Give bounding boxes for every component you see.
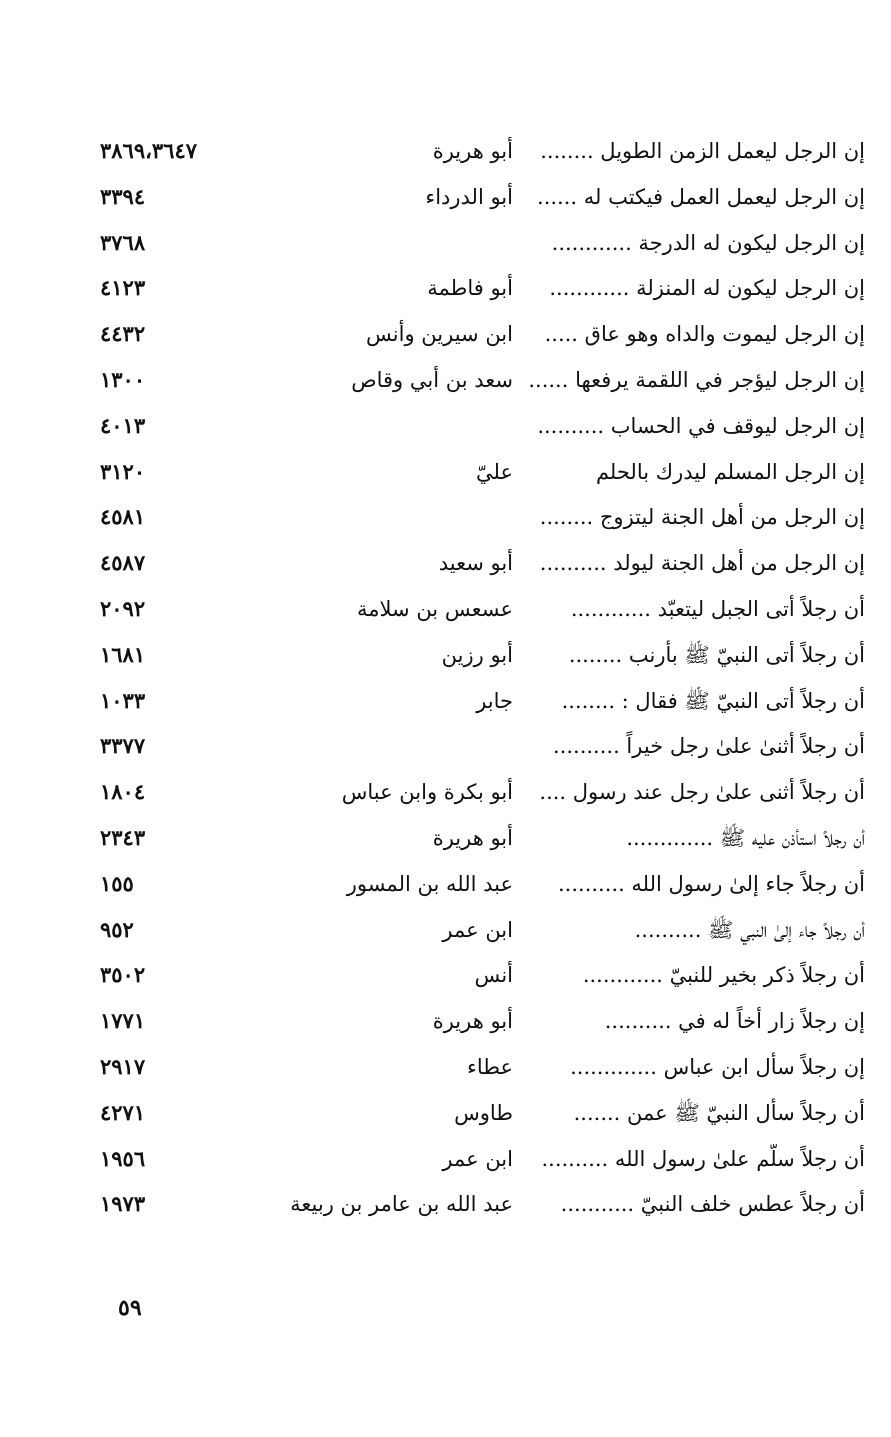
hadith-text: أن رجلاً أتى الجبل ليتعبّد ............	[570, 596, 865, 621]
narrator-name: ابن عمر	[442, 1146, 513, 1171]
hadith-number: ٣١٢٠	[100, 458, 146, 484]
hadith-text: أن رجلاً سأل النبيّ ﷺ عمن .......	[573, 1100, 865, 1125]
hadith-text: إن الرجل من أهل الجنة ليولد ..........	[539, 551, 865, 576]
hadith-number: ٢٣٤٣	[100, 824, 146, 850]
hadith-number: ٤١٢٣	[100, 275, 146, 301]
hadith-number: ٣٧٦٨	[100, 229, 146, 255]
narrator-name: عسعس بن سلامة	[357, 596, 513, 621]
hadith-text: أن رجلاً ذكر بخير للنبيّ ............	[582, 963, 865, 988]
index-row	[0, 1181, 891, 1227]
index-row	[0, 128, 891, 174]
hadith-number: ٤٠١٣	[100, 412, 146, 438]
index-row	[0, 1090, 891, 1136]
hadith-number: ٣٣٩٤	[100, 183, 146, 209]
index-row	[0, 311, 891, 357]
narrator-name: أنس	[474, 963, 513, 988]
hadith-text: أن رجلاً أتى النبيّ ﷺ بأرنب ........	[568, 642, 865, 667]
index-row	[0, 449, 891, 495]
hadith-number: ١٠٣٣	[100, 687, 146, 713]
hadith-number: ٣٥٠٢	[100, 962, 146, 988]
hadith-text: إن الرجل ليموت والداه وهو عاق .....	[544, 322, 865, 347]
index-row	[0, 174, 891, 220]
hadith-number: ٩٥٢	[100, 916, 134, 942]
narrator-name: ابن عمر	[442, 917, 513, 942]
index-row	[0, 678, 891, 724]
hadith-text: إن الرجل من أهل الجنة ليتزوج ........	[539, 505, 865, 530]
hadith-text: أن رجلاً سلّم علىٰ رسول الله ..........	[541, 1146, 865, 1171]
narrator-name: أبو هريرة	[432, 1009, 513, 1034]
index-row	[0, 723, 891, 769]
hadith-text: إن الرجل ليعمل الزمن الطويل ........	[540, 139, 865, 163]
hadith-text: إن الرجل المسلم ليدرك بالحلم	[595, 459, 865, 484]
hadith-number: ٤٥٨٧	[100, 550, 146, 576]
hadith-text: أن رجلاً أثنىٰ علىٰ رجل خيراً ..........	[553, 734, 865, 759]
index-row	[0, 769, 891, 815]
hadith-number: ١٣٠٠	[100, 366, 146, 392]
index-row	[0, 357, 891, 403]
hadith-text: إن الرجل ليكون له الدرجة ............	[551, 230, 865, 255]
hadith-number: ١٨٠٤	[100, 779, 146, 805]
narrator-name: أبو الدرداء	[425, 184, 513, 209]
index-row	[0, 220, 891, 266]
hadith-number: ٤٤٣٢	[100, 321, 146, 347]
index-row	[0, 403, 891, 449]
hadith-number: ٤٢٧١	[100, 1099, 146, 1125]
narrator-name: أبو هريرة	[432, 139, 513, 163]
index-row	[0, 998, 891, 1044]
index-row	[0, 540, 891, 586]
hadith-number: ٣٣٧٧	[100, 733, 146, 759]
narrator-name: ابن سيرين وأنس	[366, 322, 513, 347]
narrator-name: أبو فاطمة	[427, 276, 513, 301]
hadith-index-table	[0, 128, 891, 1227]
index-row	[0, 907, 891, 953]
hadith-text: أن رجلاً أثنى علىٰ رجل عند رسول ....	[539, 780, 865, 805]
index-row	[0, 952, 891, 998]
narrator-name: أبو هريرة	[432, 825, 513, 850]
hadith-text: أن رجلاً استأذن عليه ﷺ .............	[626, 825, 865, 850]
page-number: ٥٩	[118, 1295, 142, 1321]
narrator-name: جابر	[476, 688, 513, 713]
index-row	[0, 632, 891, 678]
hadith-number: ٣٨٦٩،٣٦٤٧	[100, 138, 198, 163]
narrator-name: طاوس	[454, 1100, 513, 1125]
hadith-number: ٤٥٨١	[100, 504, 146, 530]
hadith-text: إن الرجل ليكون له المنزلة ............	[549, 276, 865, 301]
index-row	[0, 1044, 891, 1090]
narrator-name: عليّ	[476, 459, 513, 484]
hadith-number: ١٧٧١	[100, 1008, 146, 1034]
hadith-text: إن رجلاً سأل ابن عباس .............	[570, 1054, 865, 1079]
hadith-text: أن رجلاً جاء إلىٰ رسول الله ..........	[558, 871, 865, 896]
hadith-text: إن الرجل ليوقف في الحساب ..........	[537, 413, 865, 438]
narrator-name: أبو سعيد	[438, 551, 513, 576]
hadith-number: ١٥٥	[100, 870, 134, 896]
hadith-number: ١٩٧٣	[100, 1191, 146, 1217]
index-row	[0, 815, 891, 861]
hadith-text: أن رجلاً أتى النبيّ ﷺ فقال : ........	[561, 688, 865, 713]
hadith-number: ١٩٥٦	[100, 1145, 146, 1171]
narrator-name: أبو بكرة وابن عباس	[341, 780, 513, 805]
narrator-name: عبد الله بن المسور	[346, 871, 513, 896]
hadith-text: إن الرجل ليعمل العمل فيكتب له ......	[537, 184, 865, 209]
hadith-number: ٢٩١٧	[100, 1053, 146, 1079]
hadith-text: أن رجلاً جاء إلىٰ النبي ﷺ ..........	[634, 917, 865, 942]
hadith-text: أن رجلاً عطس خلف النبيّ ...........	[560, 1192, 865, 1217]
index-row	[0, 586, 891, 632]
index-row	[0, 265, 891, 311]
hadith-text: إن الرجل ليؤجر في اللقمة يرفعها ......	[528, 367, 865, 392]
hadith-number: ٢٠٩٢	[100, 595, 146, 621]
index-row	[0, 494, 891, 540]
hadith-number: ١٦٨١	[100, 641, 146, 667]
narrator-name: سعد بن أبي وقاص	[351, 367, 513, 392]
hadith-text: إن رجلاً زار أخاً له في ..........	[604, 1009, 865, 1034]
narrator-name: عطاء	[466, 1054, 513, 1079]
index-row	[0, 861, 891, 907]
index-row	[0, 1136, 891, 1182]
narrator-name: عبد الله بن عامر بن ربيعة	[290, 1192, 513, 1217]
narrator-name: أبو رزين	[441, 642, 513, 667]
